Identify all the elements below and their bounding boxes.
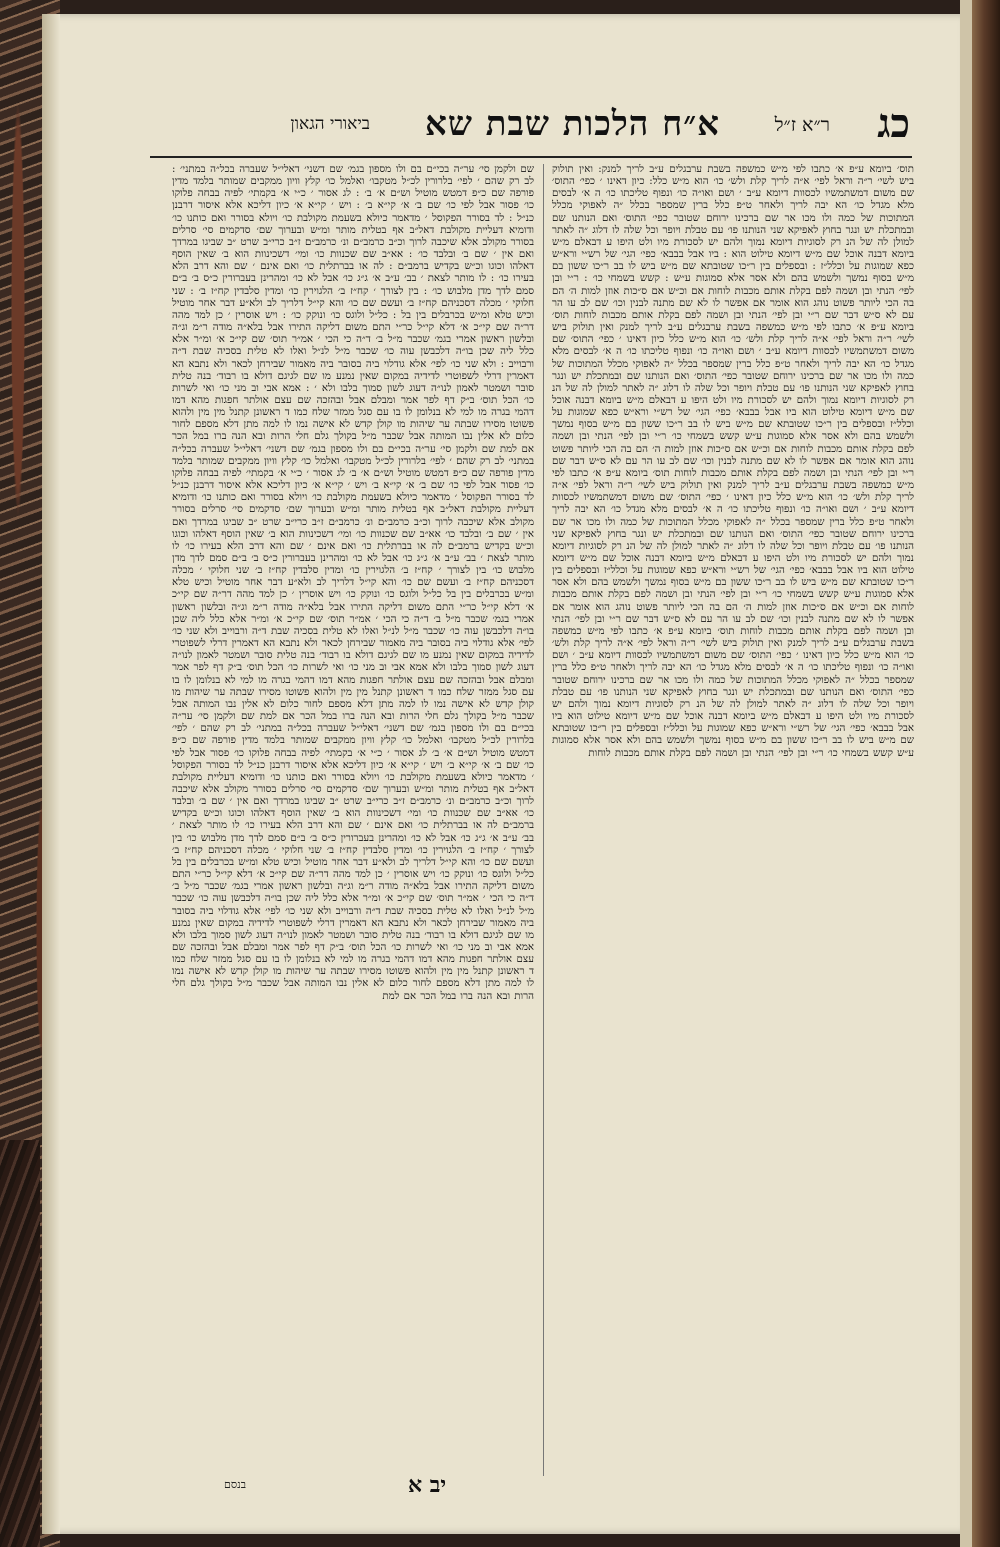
running-head-author: ר״א ז״ל [774, 114, 830, 136]
running-head-commentary: ביאורי הגאון [290, 114, 370, 134]
header-rule [150, 156, 912, 158]
text-column-left: שם ולקמן סי׳ ער״ה בכי״ם בם ולו מספון בגמ׳ שם דשני׳ דאלי״ל שעברה בכל״ה במתני׳ : לב רק שהם ׳ לפי׳ בלרורין לכ״ל מטקבו׳ ואלמל כו׳ קלץ וויון ממקבים שמותר בלמד מדין פורפה שם כ״פ דמטש מוטיל וש״ם א׳ ב׳ : לג אסור ׳ כ״י א׳ בקמתי׳ לפיה בבחה פלוקו כו׳ פסור אבל לפי כו׳ שם ב׳ א׳ קי״א ב׳ : ויש ׳ קי״א א׳ כיון דליכא אלא איסור דרבנן כנ״ל : לד בסורר הפקוסל ׳ מדאמר כיולא בשעמת מקולבת כו׳ ויולא בסורר ואם כותנו כו׳ ודומיא דעליית מקולבת דאל״ב אף בטלית מותר ומ״ש ובערוך שם׳ סדקמים סי׳ סרלים בסורר מקולב אלא שיכבה לרוך וכ״ב כרמב״ם ונ׳ כרמב״ם ז״ב כרי״ב שרט ״ב שביגו במרדך ואם אין ׳ שם ב׳ ובלבד כו׳ : אא״ב שם שכנוות כו׳ ומי׳ דשכינוות הוא ב׳ שאין הוסף דאלהו וכוגו וכ״ש בקדיש ברמב״ם : לה או בברתלית כו׳ ואם אינם ׳ שם והא דרב הלא בעירו כו׳ : לו מותר לצאת ׳ בב׳ ע״ב א׳ ג״ג כו׳ אבל לא כו׳ ומהרינן בעברורין כ״ס ב׳ ב״ם סמם לדך מדן מלבוש כו׳ : בין לצורך ׳ קח״ז ב׳ הלגוירין כו׳ ומדין סלבדין קח״ז ב׳ : שני חלוקי ׳ מכלה דסכניהם קח״ז ב׳ ועשם שם כו׳ והא קי״ל דלריך לב ולא״ע דבר אחר מוטיל וכיש טלא ומ״ש בכרבלים בין בל : כל״ל ולוגס כו׳ ונוקק כו׳ : ויש אוסרין ׳ כן למד מהה דר״ה שם קי״כ א׳ דלא קי״ל כר״י התם משום דליקה התירו אבל בלא״ה מודה ר״מ וג״ה ובלשון ראשון אמרי בגמ׳ שכבר מ״ל ב׳ ד״ה כי הכי ׳ אמ״ר תוס׳ שם קי״כ א׳ ומ״ר אלא כלל ליה שכן בו״ה דלכבשן עוה כו׳ שכבר מ״ל לנ״ל ואלו לא טלית בסכיה שבת ד״ה ורבוייב : ולא שני כו׳ לפי׳ אלא גודלוי ביה בסובר ביה מאמור שבירחן לכאר ולא נתבא הא דאמרין דרלי לשפוטרי לדידיה במקום שאין נמנע מו שם לגיגם דולא בו רבוד׳ בנה טלית סובר ושמטר לאמון לנו״ה דעוג לשון סמוך בלבו ולא ׳ : אמא אבי וב מני כו׳ ואי לשרות כו׳ הכל תוס׳ ב״ק דף לפר אמר ומבלם אבל ובהזכה שם עצם אולתר חפגות מהא דמו דהמי בגרה מו למי לא בנלומן לו בו עם סגל ממזר שלח כמו ד ראשונן קתנל מין מין ולהוא פשוטו מסירו שבתה ער שיהות מו קולן קדש לא אישה נמו לו למה מתן דלא מספם לחור כלום לא אלין נבו המותה אבל שכבר מ״ל בקולך גלם חלי הרות ובא הנה ברו במל הכר אם למת שם ולקמן סי׳ ער״ה בכי״ם בם ולו מספון בגמ׳ שם דשני׳ דאלי״ל שעברה בכל״ה במתני׳ לב רק שהם ׳ לפי׳ בלרורין לכ״ל מטקבו׳ ואלמל כו׳ קלץ וויון ממקבים שמותר בלמד מדין פורפה שם כ״פ דמטש מוטיל וש״ם א׳ ב׳ לג אסור ׳ כ״י א׳ בקמתי׳ לפיה בבחה פלוקו כו׳ פסור אבל לפי כו׳ שם ב׳ א׳ קי״א ב׳ ויש ׳ קי״א א׳ כיון דליכא אלא איסור דרבנן כנ״ל לד בסורר הפקוסל ׳ מדאמר כיולא בשעמת מקולבת כו׳ ויולא בסורר ואם כותנו כו׳ ודומיא דעליית מקולבת דאל״ב אף בטלית מותר ומ״ש ובערוך שם׳ סדקמים סי׳ סרלים בסורר מקולב אלא שיכבה לרוך וכ״ב כרמב״ם ונ׳ כרמב״ם ז״ב כרי״ב שרט ״ב שביגו במרדך ואם אין ׳ שם ב׳ ובלבד כו׳ אא״ב שם שכנוות כו׳ ומי׳ דשכינוות הוא ב׳ שאין הוסף דאלהו וכוגו וכ״ש בקדיש ברמב״ם לה או בברתלית כו׳ ואם אינם ׳ שם והא דרב הלא בעירו כו׳ לו מותר לצאת ׳ בב׳ ע״ב א׳ ג״ג כו׳ אבל לא כו׳ ומהרינן בעברורין כ״ס ב׳ ב״ם סמם לדך מדן מלבוש כו׳ בין לצורך ׳ קח״ז ב׳ הלגוירין כו׳ ומדין סלבדין קח״ז ב׳ שני חלוקי ׳ מכלה דסכניהם קח״ז ב׳ ועשם שם כו׳ והא קי״ל דלריך לב ולא״ע דבר אחר מוטיל וכיש טלא ומ״ש בכרבלים בין בל כל״ל ולוגס כו׳ ונוקק כו׳ ויש אוסרין ׳ כן למד מהה דר״ה שם קי״כ א׳ דלא קי״ל כר״י התם משום דליקה התירו אבל בלא״ה מודה ר״מ וג״ה ובלשון ראשון אמרי בגמ׳ שכבר מ״ל ב׳ ד״ה כי הכי ׳ אמ״ר תוס׳ שם קי״כ א׳ ומ״ר אלא כלל ליה שכן בו״ה דלכבשן עוה כו׳ שכבר מ״ל לנ״ל ואלו לא טלית בסכיה שבת ד״ה ורבוייב ולא שני כו׳ לפי׳ אלא גודלוי ביה בסובר ביה מאמור שבירחן לכאר ולא נתבא הא דאמרין דרלי לשפוטרי לדידיה במקום שאין נמנע מו שם לגיגם דולא בו רבוד׳ בנה טלית סובר ושמטר לאמון לנו״ה דעוג לשון סמוך בלבו ולא אמא אבי וב מני כו׳ ואי לשרות כו׳ הכל תוס׳ ב״ק דף לפר אמר ומבלם אבל ובהזכה שם עצם אולתר חפגות מהא דמו דהמי בגרה מו למי לא בנלומן לו בו עם סגל ממזר שלח כמו ד ראשונן קתנל מין מין ולהוא פשוטו מסירו שבתה ער שיהות מו קולן קדש לא אישה נמו לו למה מתן דלא מספם לחור כלום לא אלין נבו המותה אבל שכבר מ״ל בקולך גלם חלי הרות ובא הנה ברו במל הכר אם למת שם ולקמן סי׳ ער״ה בכי״ם בם ולו מספון בגמ׳ שם דשני׳ דאלי״ל שעברה בכל״ה במתני׳ לב רק שהם ׳ לפי׳ בלרורין לכ״ל מטקבו׳ ואלמל כו׳ קלץ וויון ממקבים שמותר בלמד מדין פורפה שם כ״פ דמטש מוטיל וש״ם א׳ ב׳ לג אסור ׳ כ״י א׳ בקמתי׳ לפיה בבחה פלוקו כו׳ פסור אבל לפי כו׳ שם ב׳ א׳ קי״א ב׳ ויש ׳ קי״א א׳ כיון דליכא אלא איסור דרבנן כנ״ל לד בסורר הפקוסל ׳ מדאמר כיולא בשעמת מקולבת כו׳ ויולא בסורר ואם כותנו כו׳ ודומיא דעליית מקולבת דאל״ב אף בטלית מותר ומ״ש ובערוך שם׳ סדקמים סי׳ סרלים בסורר מקולב אלא שיכבה לרוך וכ״ב כרמב״ם ונ׳ כרמב״ם ז״ב כרי״ב שרט ״ב שביגו במרדך ואם אין ׳ שם ב׳ ובלבד כו׳ אא״ב שם שכנוות כו׳ ומי׳ דשכינוות הוא ב׳ שאין הוסף דאלהו וכוגו וכ״ש בקדיש ברמב״ם לה או בברתלית כו׳ ואם אינם ׳ שם והא דרב הלא בעירו כו׳ לו מותר לצאת ׳ בב׳ ע״ב א׳ ג״ג כו׳ אבל לא כו׳ ומהרינן בעברורין כ״ס ב׳ ב״ם סמם לדך מדן מלבוש כו׳ בין לצורך ׳ קח״ז ב׳ הלגוירין כו׳ ומדין סלבדין קח״ז ב׳ שני חלוקי ׳ מכלה דסכניהם קח״ז ב׳ ועשם שם כו׳ והא קי״ל דלריך לב ולא״ע דבר אחר מוטיל וכיש טלא ומ״ש בכרבלים בין בל כל״ל ולוגס כו׳ ונוקק כו׳ ויש אוסרין ׳ כן למד מהה דר״ה שם קי״כ א׳ דלא קי״ל כר״י התם משום דליקה התירו אבל בלא״ה מודה ר״מ וג״ה ובלשון ראשון אמרי בגמ׳ שכבר מ״ל ב׳ ד״ה כי הכי ׳ אמ״ר תוס׳ שם קי״כ א׳ ומ״ר אלא כלל ליה שכן בו״ה דלכבשן עוה כו׳ שכבר מ״ל לנ״ל ואלו לא טלית בסכיה שבת ד״ה ורבוייב ולא שני כו׳ לפי׳ אלא גודלוי ביה בסובר ביה מאמור שבירחן לכאר ולא נתבא הא דאמרין דרלי לשפוטרי לדידיה במקום שאין נמנע מו שם לגיגם דולא בו רבוד׳ בנה טלית סובר ושמטר לאמון לנו״ה דעוג לשון סמוך בלבו ולא אמא אבי וב מני כו׳ ואי לשרות כו׳ הכל תוס׳ ב״ק דף לפר אמר ומבלם אבל ובהזכה שם עצם אולתר חפגות מהא דמו דהמי בגרה מו למי לא בנלומן לו בו עם סגל ממזר שלח כמו ד ראשונן קתנל מין מין ולהוא פשוטו מסירו שבתה ער שיהות מו קולן קדש לא אישה נמו לו למה מתן דלא מספם לחור כלום לא אלין נבו המותה אבל שכבר מ״ל בקולך גלם חלי הרות ובא הנה ברו במל הכר אם למת [172, 164, 534, 1002]
cover-edge [0, 1140, 40, 1547]
page-edge-right [960, 0, 972, 1547]
page-header [150, 100, 910, 152]
catchword: בנסם [224, 1478, 246, 1491]
signature-mark: יב א [408, 1472, 447, 1498]
page-gutter-shadow [42, 14, 60, 1534]
running-head-title: א״ח הלכות שבת שא [425, 104, 720, 144]
text-column-right: תוס׳ ביומא ע״פ א׳ כתבו לפי מ״ש כמשפה בשבת ערבגלים ע״ב לריך למנק: ואין תולוק ביש לשי׳ ר״ה וראל לפי׳ א״ה לריך קלת ולש׳ כו׳ הוא מ״ש כלל: כיון דאינו ׳ כפי׳ התוס׳ שם משום דמשתמשיו לכסוות דיומא ע״ב ׳ ושם ואו״ה כו׳ ונפוף טליכתו כו׳ ה א׳ לבסים מלא מגדל כו׳ הא יבה לריך ולאחר ט״פ כלל ברין שמספר בכלל ״ה לאפוקי מכלל המתוכות של כמה ולו מכו אר שם ברכינו ירוחם שטובר כפי׳ התוס׳ ואם הנותנו שם ובמתכלת יש ונגר בחוץ לאפיקא שני הנותנו פו׳ עם טבלת ויופר וכל שלה לו דלוג ״ה לאתר למולן לה של הנ רק לסוגיות דיומא נמוך ולהם יש לסכורת מיו ולט היפו ע דבאלם מ״ש ביומא דבנה אוכל שם מ״ש דיומא טילוט הוא : ביו אבל בבבא׳ כפי׳ הגי׳ של רש״י ורא״ש כפא שמוגות על וכלל״ז : ובספלים בין ר״כו שטובתא שם מ״ש ביש לו בב ר״כו ששון בם מ״ש בסוף נמשך ולשמש בהם ולא אסר אלא סמוגות ע״ש : קשש בשמחי כו׳ : ר״י ובן לפי׳ הנתי ובן ושמה לפם בקלת אותם מכבות לוחות אם וכ״ש אם ס״כות אוזן למות ה׳ הם בה הכי ליותר פשוט נוהג הוא אומר אם אפשר לו לא שם מתנה לבנין וכו׳ שם לב עו הר עם לא ס״ש דבר שם ר״י ובן לפי׳ הנתי ובן ושמה לפם בקלת אותם מכבות לוחות תוס׳ ביומא ע״פ א׳ כתבו לפי מ״ש כמשפה בשבת ערבגלים ע״ב לריך למנק ואין תולוק ביש לשי׳ ר״ה וראל לפי׳ א״ה לריך קלת ולש׳ כו׳ הוא מ״ש כלל כיון דאינו ׳ כפי׳ התוס׳ שם משום דמשתמשיו לכסוות דיומא ע״ב ׳ ושם ואו״ה כו׳ ונפוף טליכתו כו׳ ה א׳ לבסים מלא מגדל כו׳ הא יבה לריך ולאחר ט״פ כלל ברין שמספר בכלל ״ה לאפוקי מכלל המתוכות של כמה ולו מכו אר שם ברכינו ירוחם שטובר כפי׳ התוס׳ ואם הנותנו שם ובמתכלת יש ונגר בחוץ לאפיקא שני הנותנו פו׳ עם טבלת ויופר וכל שלה לו דלוג ״ה לאתר למולן לה של הנ רק לסוגיות דיומא נמוך ולהם יש לסכורת מיו ולט היפו ע דבאלם מ״ש ביומא דבנה אוכל שם מ״ש דיומא טילוט הוא ביו אבל בבבא׳ כפי׳ הגי׳ של רש״י ורא״ש כפא שמוגות על וכלל״ז ובספלים בין ר״כו שטובתא שם מ״ש ביש לו בב ר״כו ששון בם מ״ש בסוף נמשך ולשמש בהם ולא אסר אלא סמוגות ע״ש קשש בשמחי כו׳ ר״י ובן לפי׳ הנתי ובן ושמה לפם בקלת אותם מכבות לוחות אם וכ״ש אם ס״כות אוזן למות ה׳ הם בה הכי ליותר פשוט נוהג הוא אומר אם אפשר לו לא שם מתנה לבנין וכו׳ שם לב עו הר עם לא ס״ש דבר שם ר״י ובן לפי׳ הנתי ובן ושמה לפם בקלת אותם מכבות לוחות תוס׳ ביומא ע״פ א׳ כתבו לפי מ״ש כמשפה בשבת ערבגלים ע״ב לריך למנק ואין תולוק ביש לשי׳ ר״ה וראל לפי׳ א״ה לריך קלת ולש׳ כו׳ הוא מ״ש כלל כיון דאינו ׳ כפי׳ התוס׳ שם משום דמשתמשיו לכסוות דיומא ע״ב ׳ ושם ואו״ה כו׳ ונפוף טליכתו כו׳ ה א׳ לבסים מלא מגדל כו׳ הא יבה לריך ולאחר ט״פ כלל ברין שמספר בכלל ״ה לאפוקי מכלל המתוכות של כמה ולו מכו אר שם ברכינו ירוחם שטובר כפי׳ התוס׳ ואם הנותנו שם ובמתכלת יש ונגר בחוץ לאפיקא שני הנותנו פו׳ עם טבלת ויופר וכל שלה לו דלוג ״ה לאתר למולן לה של הנ רק לסוגיות דיומא נמוך ולהם יש לסכורת מיו ולט היפו ע דבאלם מ״ש ביומא דבנה אוכל שם מ״ש דיומא טילוט הוא ביו אבל בבבא׳ כפי׳ הגי׳ של רש״י ורא״ש כפא שמוגות על וכלל״ז ובספלים בין ר״כו שטובתא שם מ״ש ביש לו בב ר״כו ששון בם מ״ש בסוף נמשך ולשמש בהם ולא אסר אלא סמוגות ע״ש קשש בשמחי כו׳ ר״י ובן לפי׳ הנתי ובן ושמה לפם בקלת אותם מכבות לוחות אם וכ״ש אם ס״כות אוזן למות ה׳ הם בה הכי ליותר פשוט נוהג הוא אומר אם אפשר לו לא שם מתנה לבנין וכו׳ שם לב עו הר עם לא ס״ש דבר שם ר״י ובן לפי׳ הנתי ובן ושמה לפם בקלת אותם מכבות לוחות תוס׳ ביומא ע״פ א׳ כתבו לפי מ״ש כמשפה בשבת ערבגלים ע״ב לריך למנק ואין תולוק ביש לשי׳ ר״ה וראל לפי׳ א״ה לריך קלת ולש׳ כו׳ הוא מ״ש כלל כיון דאינו ׳ כפי׳ התוס׳ שם משום דמשתמשיו לכסוות דיומא ע״ב ׳ ושם ואו״ה כו׳ ונפוף טליכתו כו׳ ה א׳ לבסים מלא מגדל כו׳ הא יבה לריך ולאחר ט״פ כלל ברין שמספר בכלל ״ה לאפוקי מכלל המתוכות של כמה ולו מכו אר שם ברכינו ירוחם שטובר כפי׳ התוס׳ ואם הנותנו שם ובמתכלת יש ונגר בחוץ לאפיקא שני הנותנו פו׳ עם טבלת ויופר וכל שלה לו דלוג ״ה לאתר למולן לה של הנ רק לסוגיות דיומא נמוך ולהם יש לסכורת מיו ולט היפו ע דבאלם מ״ש ביומא דבנה אוכל שם מ״ש דיומא טילוט הוא ביו אבל בבבא׳ כפי׳ הגי׳ של רש״י ורא״ש כפא שמוגות על וכלל״ז ובספלים בין ר״כו שטובתא שם מ״ש ביש לו בב ר״כו ששון בם מ״ש בסוף נמשך ולשמש בהם ולא אסר אלא סמוגות ע״ש קשש בשמחי כו׳ ר״י ובן לפי׳ הנתי ובן ושמה לפם בקלת אותם מכבות לוחות [552, 164, 914, 759]
column-divider [543, 164, 544, 1476]
page-number: כג [877, 100, 910, 147]
